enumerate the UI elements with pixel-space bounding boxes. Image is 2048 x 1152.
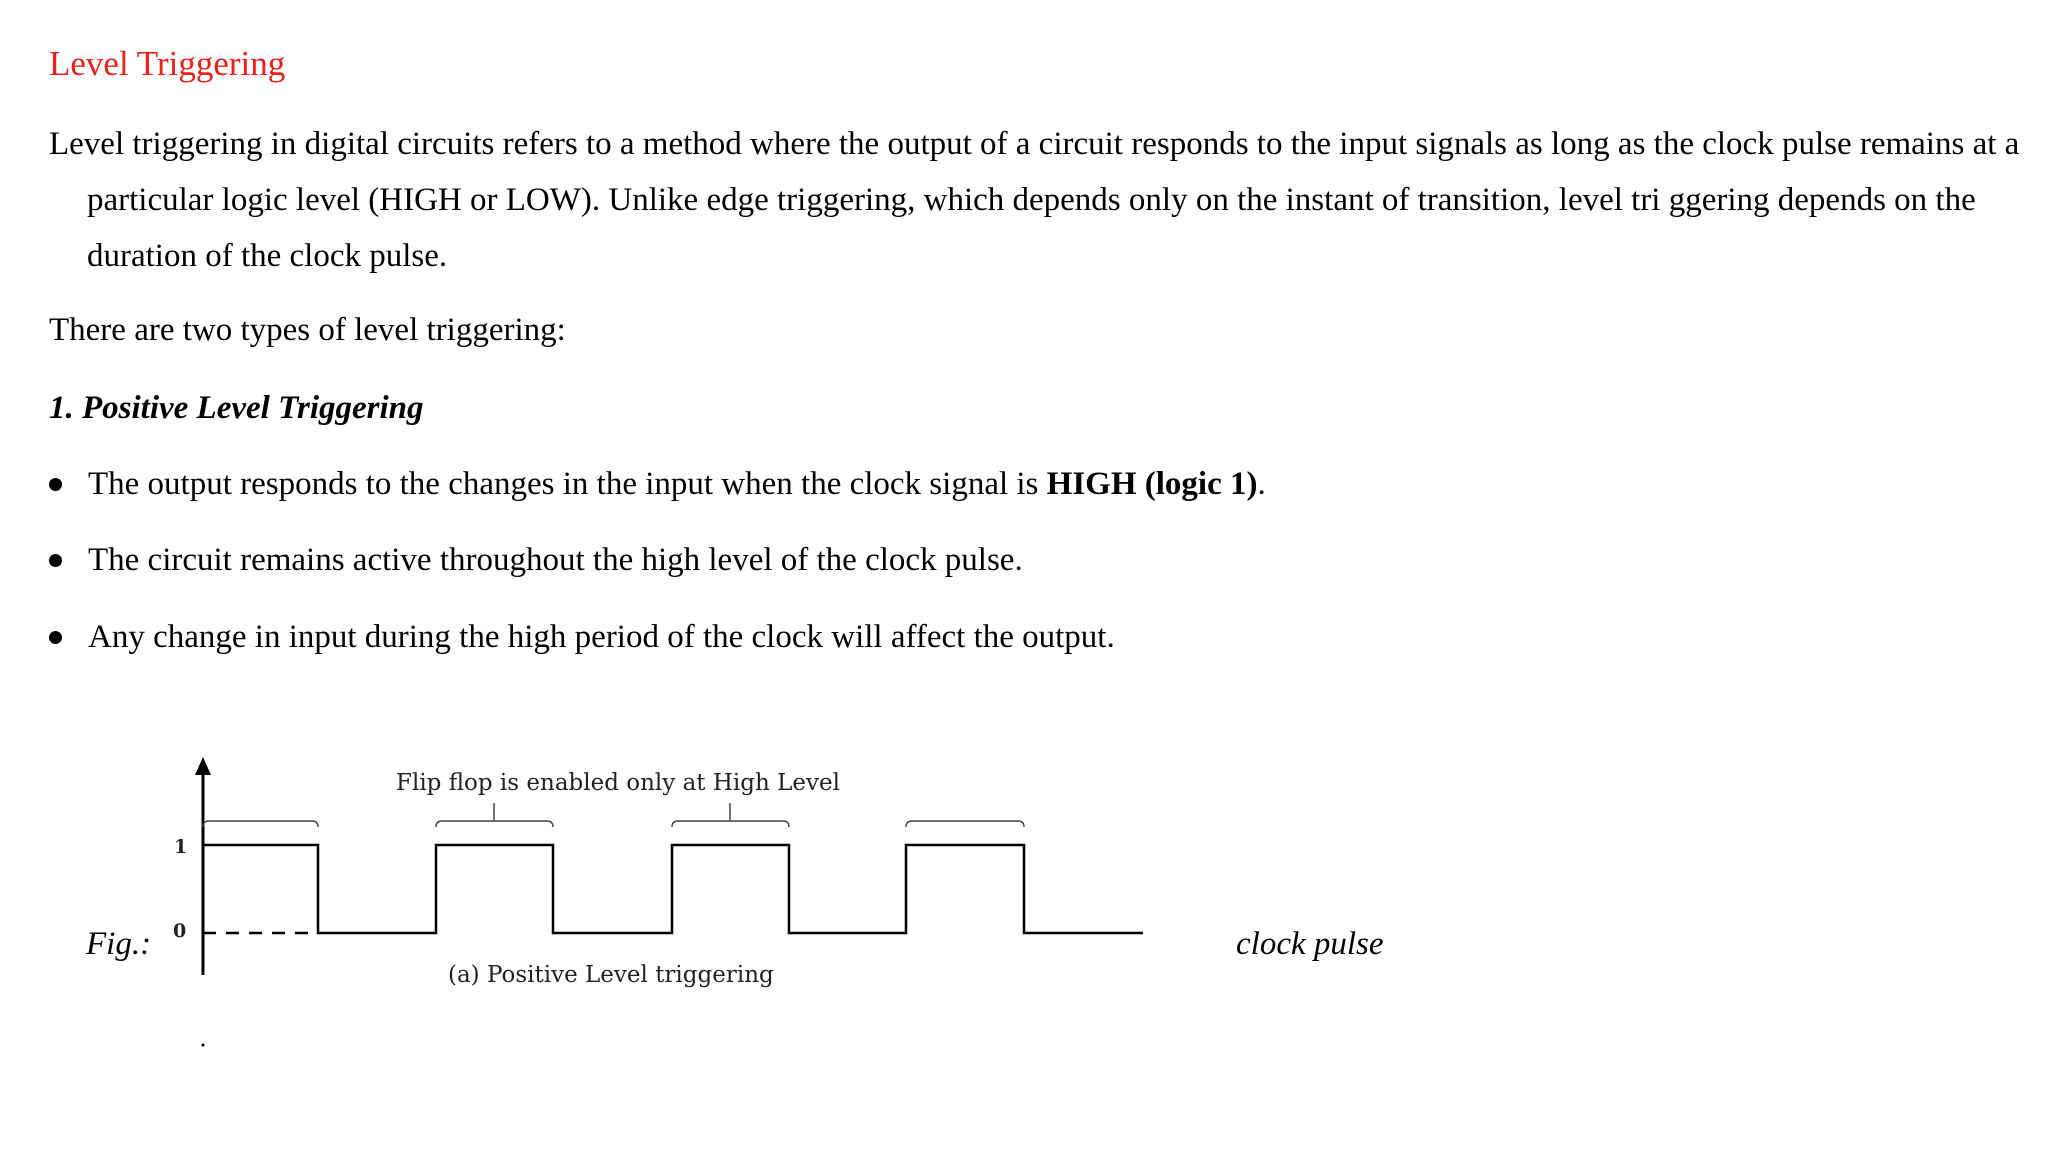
list-item-text: Any change in input during the high period of the clock will affect the output. xyxy=(88,619,1115,655)
enabled-annotation: Flip flop is enabled only at High Level xyxy=(396,770,840,796)
clock-pulse-figure xyxy=(140,745,1160,1055)
list-item-text-part: The output responds to the changes in the input when the clock signal is xyxy=(88,466,1047,502)
section-heading: Level Triggering xyxy=(49,44,286,83)
types-intro: There are two types of level triggering: xyxy=(49,312,566,348)
clock-pulse-caption: clock pulse xyxy=(1236,926,1384,962)
axis-low-label: 0 xyxy=(173,920,187,942)
figure-caption: (a) Positive Level triggering xyxy=(448,962,774,988)
list-item-bold-text: HIGH (logic 1) xyxy=(1046,466,1258,502)
clock-pulse-diagram xyxy=(140,745,1160,1055)
high-level-bracket xyxy=(203,821,318,827)
figure-label: Fig.: xyxy=(86,926,152,962)
axis-high-label: 1 xyxy=(174,836,188,858)
bullet-dot-icon xyxy=(49,554,62,567)
clock-square-wave xyxy=(203,845,1143,933)
list-item-text xyxy=(88,456,1266,512)
bullet-dot-icon xyxy=(49,478,62,491)
axis-dot xyxy=(202,1044,205,1047)
high-level-bracket xyxy=(436,821,553,827)
positive-level-subheading: 1. Positive Level Triggering xyxy=(49,390,424,426)
intro-paragraph: Level triggering in digital circuits refers to a method where the output of a circuit responds to the input signals as long as the clock pulse remains at a particular logic level (HIGH or LOW). Unlike edge triggering, which depends only on the instant of transition, level tri ggering depends on the duration of the clock pulse. xyxy=(49,126,2020,274)
list-item-text: The circuit remains active throughout the high level of the clock pulse. xyxy=(88,542,1023,578)
axis-arrow-icon xyxy=(195,757,211,775)
bullet-dot-icon xyxy=(49,631,62,644)
high-level-bracket xyxy=(672,821,789,827)
list-item-text-end: . xyxy=(1257,466,1266,502)
high-level-bracket xyxy=(906,821,1024,827)
